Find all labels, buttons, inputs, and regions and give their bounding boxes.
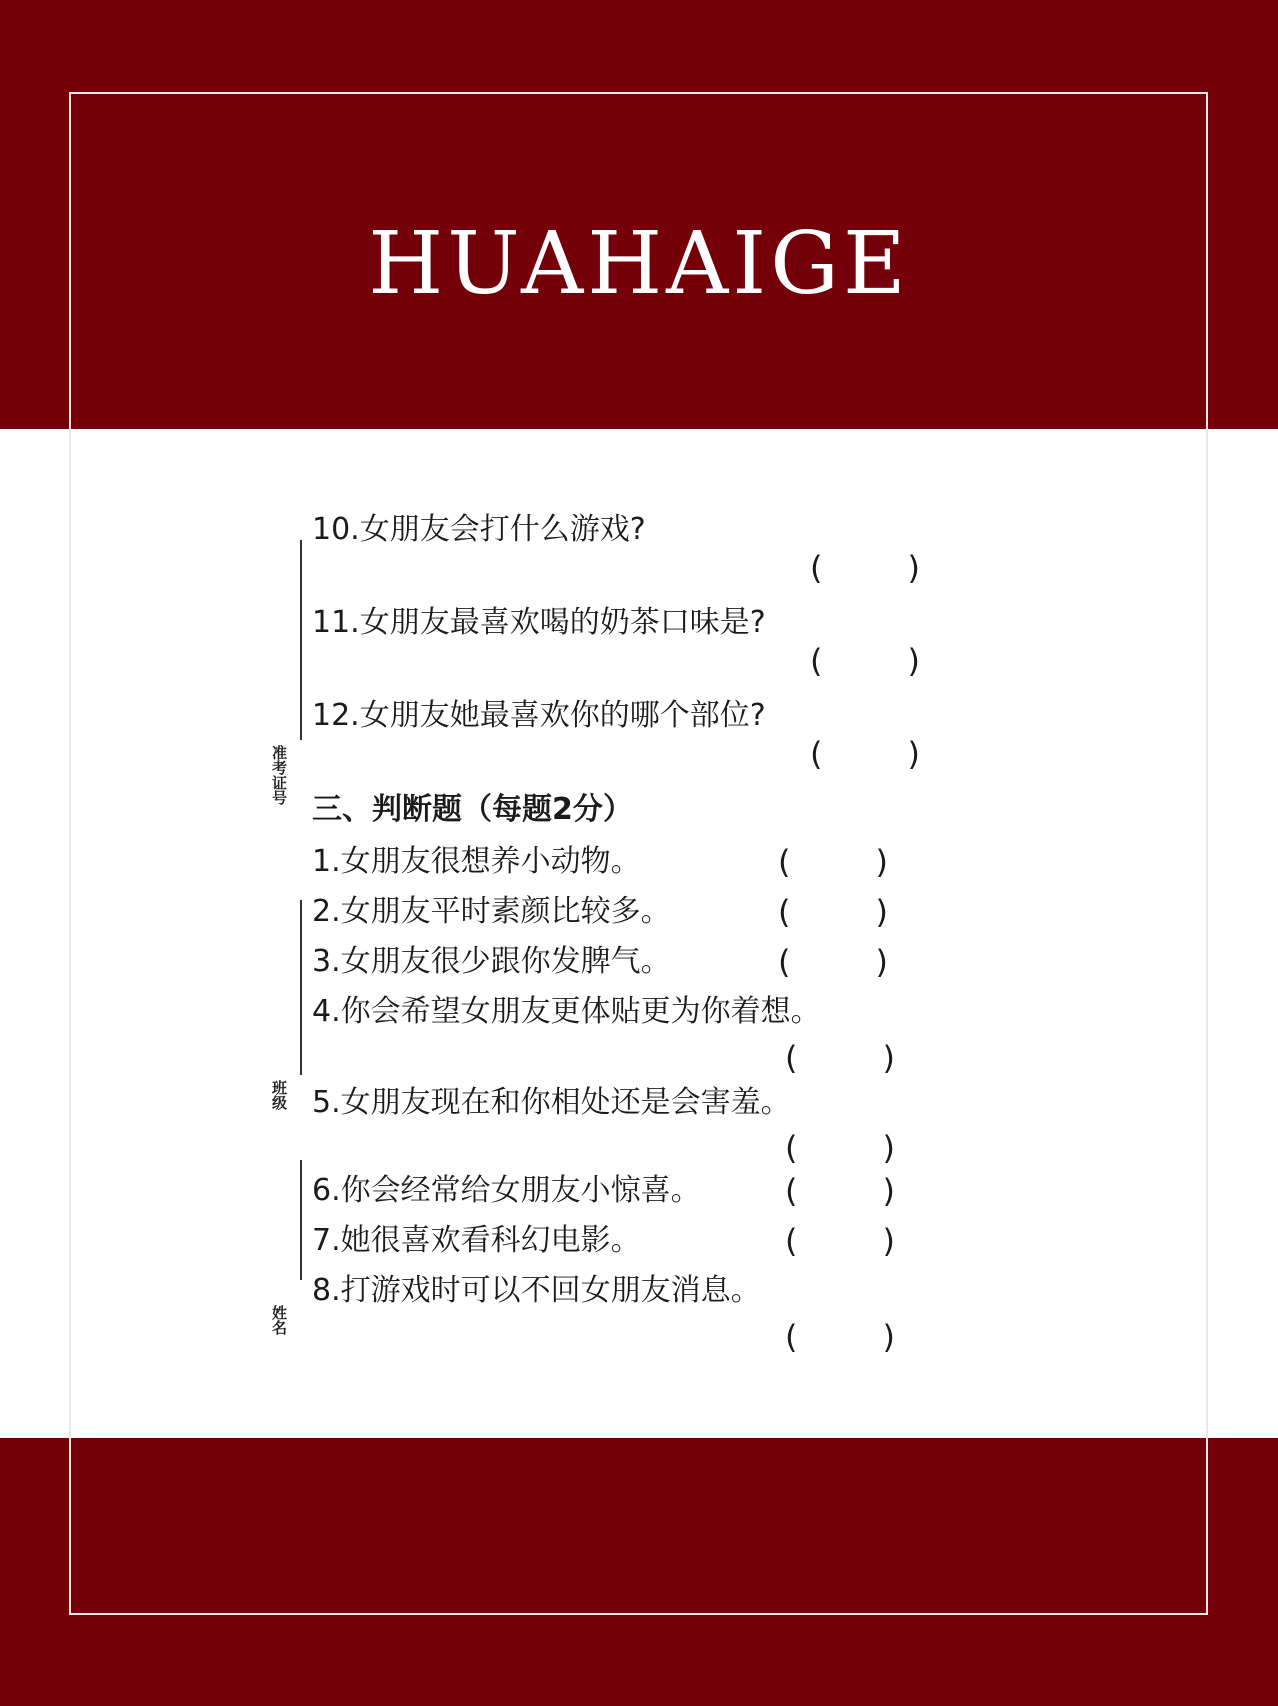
side-label-name: 姓名	[270, 1305, 288, 1335]
answer-blank[interactable]: ( )	[810, 735, 920, 773]
judgment-7: 7.她很喜欢看科幻电影。	[312, 1223, 641, 1258]
binding-rule	[300, 1160, 302, 1280]
answer-blank[interactable]: ( )	[785, 1318, 895, 1356]
judgment-3: 3.女朋友很少跟你发脾气。	[312, 944, 671, 979]
judgment-1: 1.女朋友很想养小动物。	[312, 844, 641, 879]
judgment-8: 8.打游戏时可以不回女朋友消息。	[312, 1273, 761, 1308]
answer-blank[interactable]: ( )	[785, 1222, 895, 1260]
answer-blank[interactable]: ( )	[810, 642, 920, 680]
answer-blank[interactable]: ( )	[778, 893, 888, 931]
section-title: 三、判断题（每题2分）	[312, 792, 633, 827]
answer-blank[interactable]: ( )	[785, 1129, 895, 1167]
answer-blank[interactable]: ( )	[785, 1172, 895, 1210]
judgment-6: 6.你会经常给女朋友小惊喜。	[312, 1173, 701, 1208]
question-10: 10.女朋友会打什么游戏?	[312, 512, 646, 547]
binding-rule	[300, 900, 302, 1075]
question-11: 11.女朋友最喜欢喝的奶茶口味是?	[312, 605, 766, 640]
judgment-5: 5.女朋友现在和你相处还是会害羞。	[312, 1085, 791, 1120]
side-label-class: 班级	[270, 1080, 288, 1110]
brand-title: HUAHAIGE	[368, 214, 910, 314]
answer-blank[interactable]: ( )	[785, 1039, 895, 1077]
quiz-paper	[270, 500, 950, 1380]
binding-rule	[300, 540, 302, 740]
answer-blank[interactable]: ( )	[778, 943, 888, 981]
question-12: 12.女朋友她最喜欢你的哪个部位?	[312, 698, 766, 733]
answer-blank[interactable]: ( )	[778, 843, 888, 881]
answer-blank[interactable]: ( )	[810, 549, 920, 587]
side-label-exam-id: 准考证号	[270, 745, 288, 805]
judgment-4: 4.你会希望女朋友更体贴更为你着想。	[312, 994, 821, 1029]
judgment-2: 2.女朋友平时素颜比较多。	[312, 894, 671, 929]
